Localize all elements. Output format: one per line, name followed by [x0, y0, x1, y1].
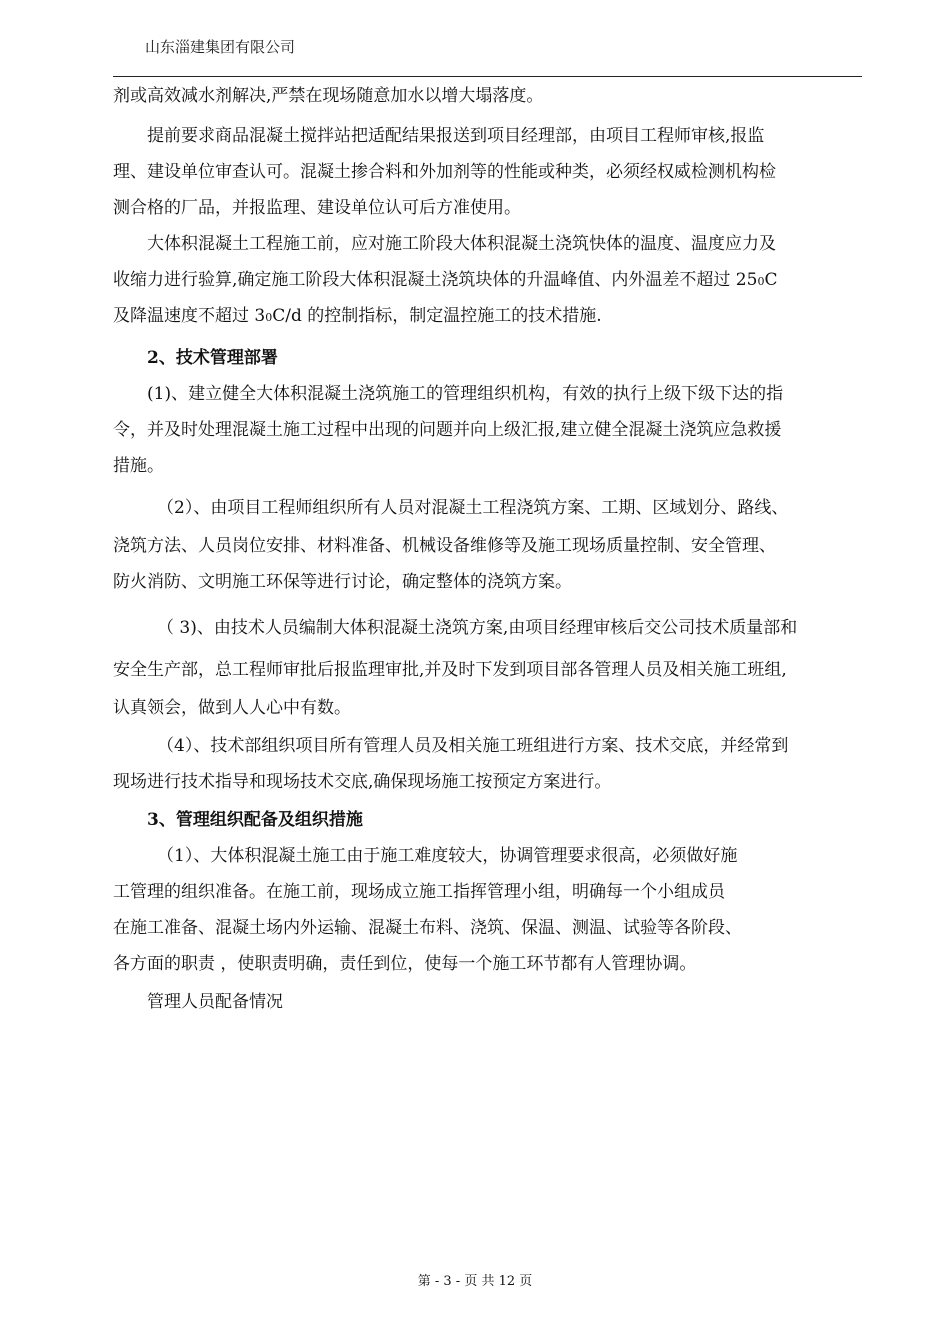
text-line: 工管理的组织准备。在施工前，现场成立施工指挥管理小组，明确每一个小组成员 [113, 882, 725, 902]
text-line: 理、建设单位审查认可。混凝土掺合料和外加剂等的性能或种类，必须经权威检测机构检 [113, 162, 776, 182]
text-line: 认真领会，做到人人心中有数。 [113, 698, 351, 718]
text-line: 安全生产部，总工程师审批后报监理审批,并及时下发到项目部各管理人员及相关施工班组, [113, 660, 787, 680]
superscript-degree: 0 [757, 275, 765, 288]
header-divider [113, 76, 862, 77]
section-heading: 2、技术管理部署 [147, 348, 278, 368]
unit-text: C [764, 270, 778, 290]
header-company-name: 山东淄建集团有限公司 [145, 38, 296, 56]
text-line: 提前要求商品混凝土搅拌站把适配结果报送到项目经理部，由项目工程师审核,报监 [147, 126, 765, 146]
text-line: 在施工准备、混凝土场内外运输、混凝土布料、浇筑、保温、测温、试验等各阶段、 [113, 918, 742, 938]
text-line: （2）、由项目工程师组织所有人员对混凝土工程浇筑方案、工期、区域划分、路线、 [157, 498, 789, 518]
text-line: 各方面的职责 ，使职责明确，责任到位，使每一个施工环节都有人管理协调。 [113, 954, 697, 974]
text-line: （ 3)、由技术人员编制大体积混凝土浇筑方案,由项目经理审核后交公司技术质量部和 [157, 618, 798, 638]
text-line: (1)、建立健全大体积混凝土浇筑施工的管理组织机构，有效的执行上级下级下达的指 [147, 384, 784, 404]
text-line [113, 268, 777, 292]
text-line: 测合格的厂品，并报监理、建设单位认可后方准使用。 [113, 198, 521, 218]
superscript-degree: 0 [265, 311, 273, 324]
text-line: 防火消防、文明施工环保等进行讨论，确定整体的浇筑方案。 [113, 572, 572, 592]
text-line: 令，并及时处理混凝土施工过程中出现的问题并向上级汇报,建立健全混凝土浇筑应急救援 [113, 420, 782, 440]
text-line: 管理人员配备情况 [147, 992, 283, 1012]
page-number-footer: 第 - 3 - 页 共 12 页 [417, 1274, 533, 1289]
text-line [113, 304, 602, 328]
text-line: （1）、大体积混凝土施工由于施工难度较大，协调管理要求很高，必须做好施 [157, 846, 738, 866]
text-line: 大体积混凝土工程施工前，应对施工阶段大体积混凝土浇筑快体的温度、温度应力及 [147, 234, 776, 254]
text-run: 收缩力进行验算,确定施工阶段大体积混凝土浇筑块体的升温峰值、内外温差不超过 25 [113, 270, 758, 290]
text-line: 现场进行技术指导和现场技术交底,确保现场施工按预定方案进行。 [113, 772, 612, 792]
text-line: 浇筑方法、人员岗位安排、材料准备、机械设备维修等及施工现场质量控制、安全管理、 [113, 536, 776, 556]
text-run: C/d 的控制指标，制定温控施工的技术措施. [272, 306, 602, 326]
section-heading: 3、管理组织配备及组织措施 [147, 810, 363, 830]
text-line: （4）、技术部组织项目所有管理人员及相关施工班组进行方案、技术交底，并经常到 [157, 736, 789, 756]
text-line: 剂或高效减水剂解决,严禁在现场随意加水以增大塌落度。 [113, 86, 544, 106]
text-line: 措施。 [113, 456, 164, 476]
text-run: 及降温速度不超过 3 [113, 306, 266, 326]
